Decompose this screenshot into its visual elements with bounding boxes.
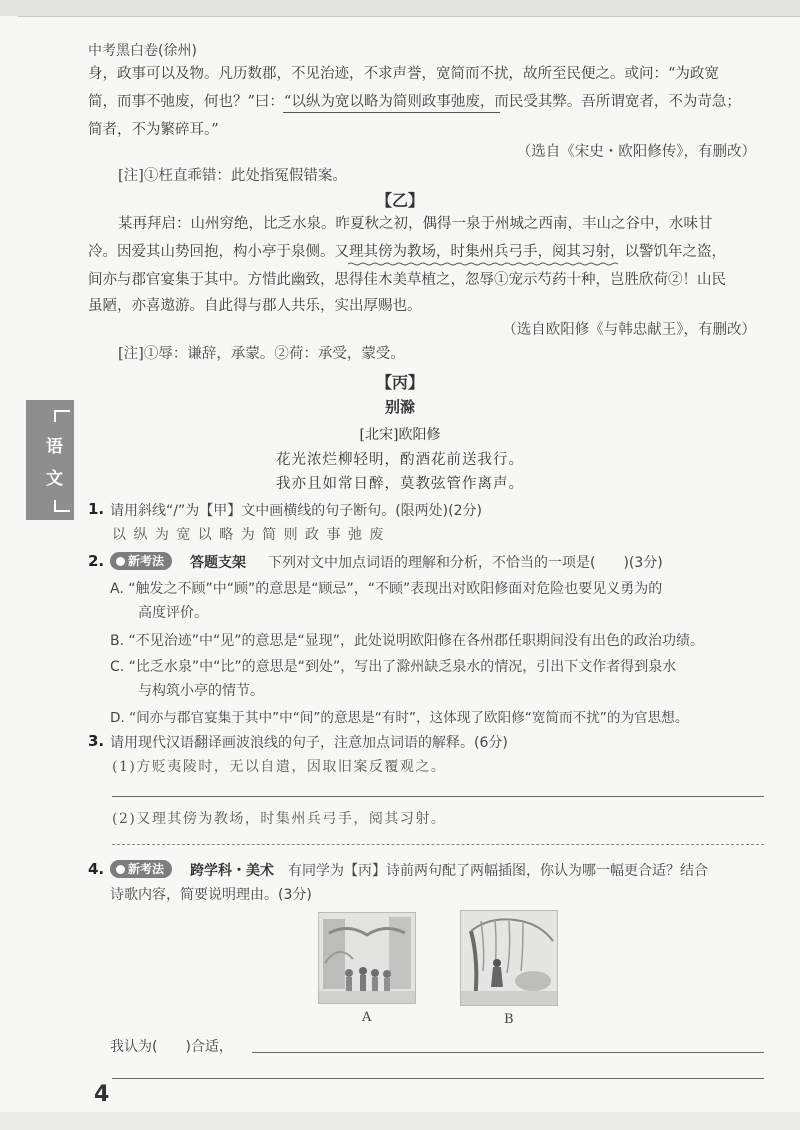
poem-author: [北宋]欧阳修 — [359, 427, 441, 443]
q2-tag: 答题支架 — [190, 555, 246, 571]
q2-number: 2. — [88, 552, 105, 570]
q3-text: 请用现代汉语翻译画波浪线的句子，注意加点词语的解释。(6分) — [110, 735, 508, 751]
jia-line-1: 身，政事可以及物。凡历数郡，不见治迹，不求声誉，宽简而不扰，故所至民便之。或问：“为政宽 — [88, 66, 719, 82]
yi-source: （选自欧阳修《与韩忠献王》，有删改） — [502, 322, 756, 338]
q3-answer-line-2[interactable] — [112, 844, 764, 845]
jia-underline — [283, 112, 500, 113]
q4-tag: 跨学科・美术 — [190, 863, 274, 879]
yi-wavy-underline — [348, 262, 618, 266]
q2-text: 下列对文中加点词语的理解和分析，不恰当的一项是( )(3分) — [268, 555, 663, 571]
q1-text: 请用斜线“/”为【甲】文中画横线的句子断句。(限两处)(2分) — [110, 503, 482, 519]
yi-line-2: 冷。因爱其山势回抱，构小亭于泉侧。又理其傍为教场，时集州兵弓手，阅其习射，以警饥年之盗， — [88, 244, 726, 260]
side-tab-bracket-bottom — [54, 500, 70, 512]
illustration-a — [318, 912, 416, 1004]
q4-new-method-badge — [110, 860, 172, 878]
yi-line-4: 虽陋，亦喜遨游。自此得与郡人共乐，实出厚赐也。 — [88, 298, 422, 314]
poem-line-1: 花光浓烂柳轻明，酌酒花前送我行。 — [276, 452, 524, 468]
q4-answer-prefix: 我认为( )合适， — [110, 1039, 233, 1055]
illustration-b — [460, 910, 558, 1006]
jia-source: （选自《宋史・欧阳修传》，有删改） — [516, 144, 756, 160]
q2-option-d: D. “间亦与郡官宴集于其中”中“间”的意思是“有时”，这体现了欧阳修“宽简而不扰”的为官思想。 — [110, 710, 689, 726]
q2-option-c-cont: 与构筑小亭的情节。 — [110, 683, 264, 699]
q4-text-cont: 诗歌内容，简要说明理由。(3分) — [110, 887, 312, 903]
q2-new-method-badge — [110, 552, 172, 570]
jia-note: [注]①枉直乖错：此处指冤假错案。 — [118, 168, 347, 184]
q2-option-c: C. “比乏水泉”中“比”的意思是“到处”，写出了滁州缺乏泉水的情况，引出下文作者得到泉水 — [110, 659, 677, 675]
yi-heading: 【乙】 — [375, 191, 424, 210]
q3-sub2: (2)又理其傍为教场，时集州兵弓手，阅其习射。 — [112, 811, 447, 827]
q4-answer-line-1[interactable] — [252, 1052, 764, 1053]
bing-heading: 【丙】 — [375, 373, 424, 392]
q4-text: 有同学为【丙】诗前两句配了两幅插图，你认为哪一幅更合适？结合 — [288, 863, 708, 879]
jia-line-2: 简，而事不弛废，何也？”曰：“以纵为宽以略为简则政事弛废，而民受其弊。吾所谓宽者，不为苛急； — [88, 94, 741, 110]
q2-badge-label: 新考法 — [128, 554, 165, 568]
side-tab-char-1: 语 — [46, 437, 63, 457]
scan-top-line — [18, 16, 800, 17]
illustration-a-label: A — [362, 1010, 372, 1025]
q2-option-a: A. “触发之不顾”中“顾”的意思是“顾忌”，“不顾”表现出对欧阳修面对危险也要见义勇为的 — [110, 581, 663, 597]
illustration-b-scene — [461, 911, 557, 1005]
q4-badge-label: 新考法 — [128, 862, 165, 876]
q4-number: 4. — [88, 860, 105, 878]
scan-top-edge — [0, 0, 800, 16]
poem-line-2: 我亦且如常日醉，莫教弦管作离声。 — [276, 476, 524, 492]
book-title-header: 中考黑白卷(徐州) — [88, 43, 197, 59]
illustration-b-label: B — [504, 1012, 514, 1027]
badge-icon — [116, 865, 125, 874]
illustration-a-scene — [319, 913, 415, 1003]
q1-handwritten-sentence: 以 纵 为 宽 以 略 为 简 则 政 事 弛 废 — [112, 527, 385, 543]
jia-line-3: 简者，不为繁碎耳。” — [88, 122, 219, 138]
q1-number: 1. — [88, 500, 105, 518]
page-number: 4 — [94, 1082, 110, 1107]
yi-line-3: 间亦与郡官宴集于其中。方惜此幽致，思得佳木美草植之，忽辱①宠示芍药十种，岂胜欣荷②！山民 — [88, 272, 726, 288]
side-tab-bracket-top — [54, 410, 70, 422]
q4-answer-line-2[interactable] — [112, 1078, 764, 1079]
q3-number: 3. — [88, 732, 105, 750]
badge-icon — [116, 557, 125, 566]
q2-option-a-cont: 高度评价。 — [110, 605, 208, 621]
q2-option-b: B. “不见治迹”中“见”的意思是“显现”，此处说明欧阳修在各州郡任职期间没有出色的政治功绩。 — [110, 633, 705, 649]
yi-line-1: 某再拜启：山州穷绝，比乏水泉。昨夏秋之初，偶得一泉于州城之西南，丰山之谷中，水味甘 — [118, 216, 713, 232]
q3-sub1: (1)方贬夷陵时，无以自遣，因取旧案反覆观之。 — [112, 759, 447, 775]
side-tab-char-2: 文 — [46, 469, 63, 489]
poem-title: 别滁 — [384, 398, 415, 416]
yi-note: [注]①辱：谦辞，承蒙。②荷：承受，蒙受。 — [118, 346, 405, 362]
q3-answer-line-1[interactable] — [112, 796, 764, 797]
scan-bottom-edge — [0, 1112, 800, 1130]
